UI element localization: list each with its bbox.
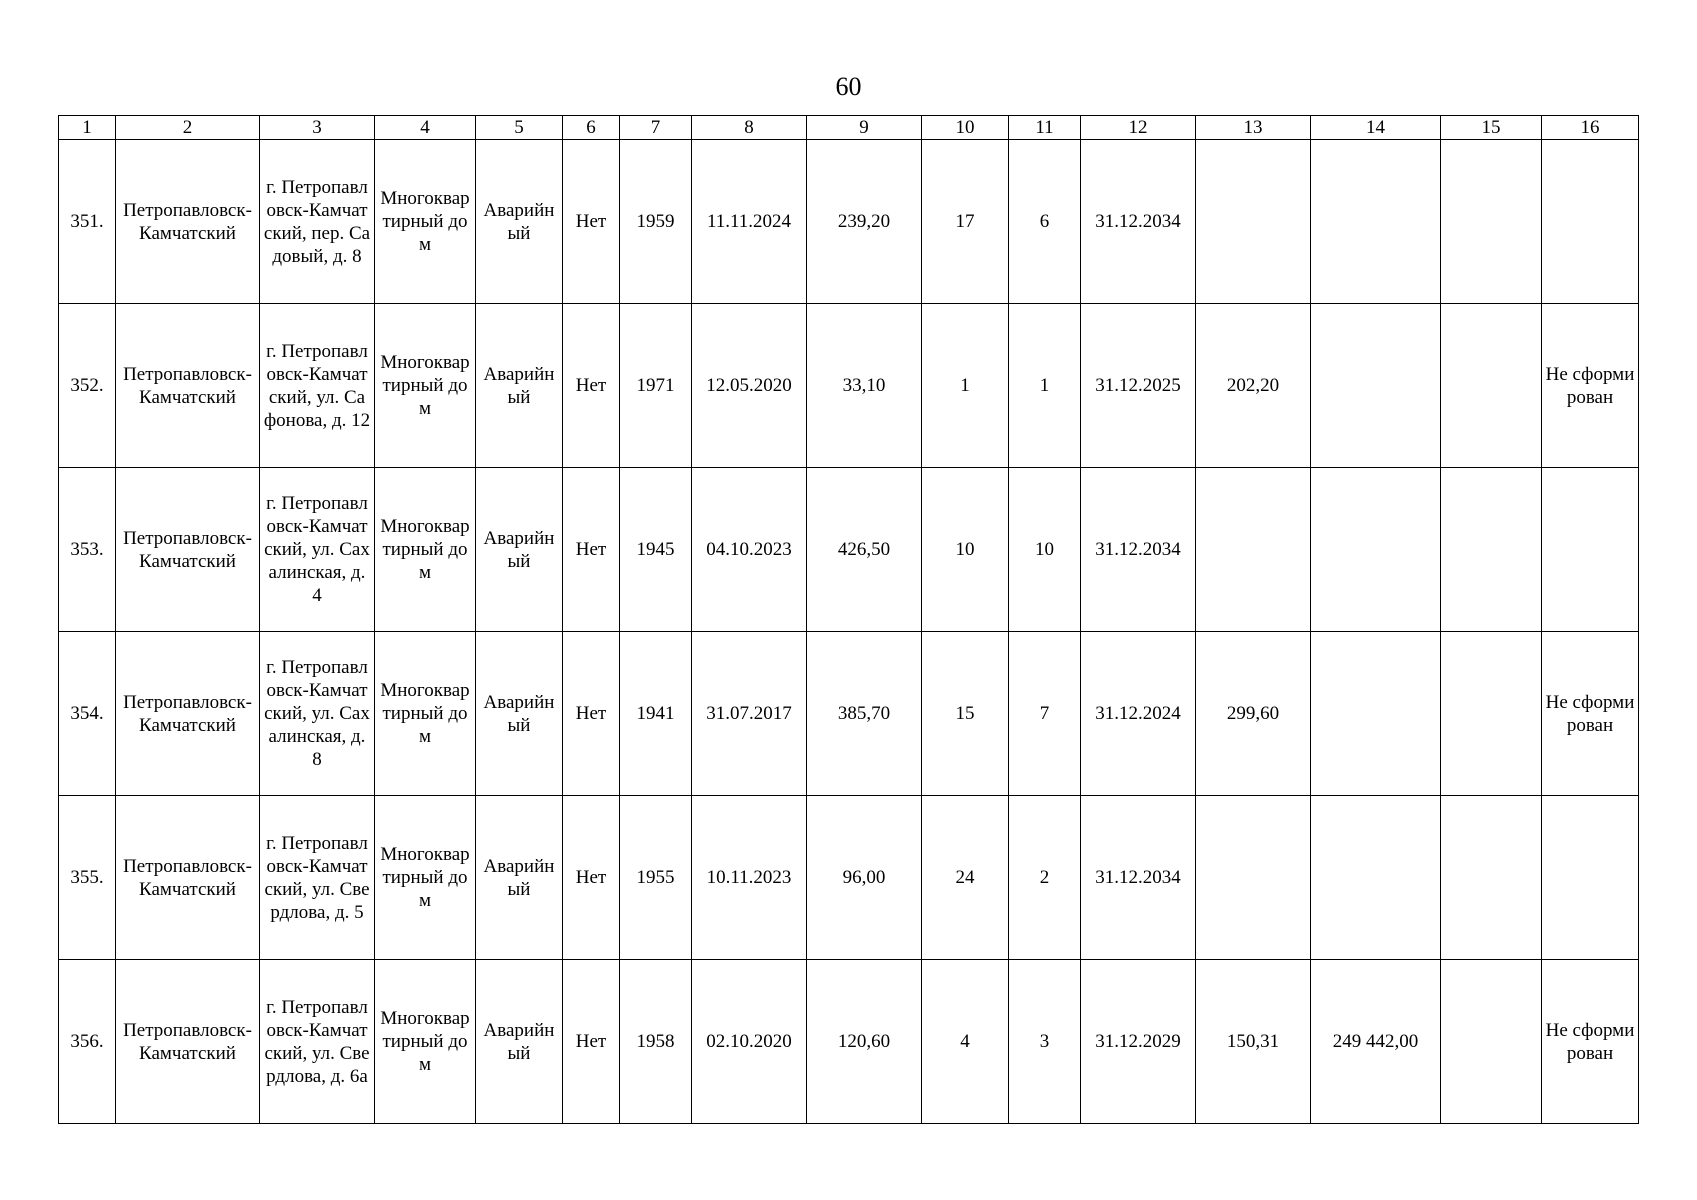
column-number: 5 <box>476 116 563 140</box>
area-cell: 426,50 <box>807 468 922 632</box>
row-number: 351. <box>59 140 116 304</box>
table-cell <box>1542 468 1639 632</box>
table-row <box>59 468 1639 632</box>
date-cell: 31.12.2025 <box>1081 304 1196 468</box>
table-cell: 17 <box>922 140 1009 304</box>
column-number: 7 <box>620 116 692 140</box>
date-cell: 31.12.2024 <box>1081 632 1196 796</box>
table-cell: Не сформирован <box>1542 960 1639 1124</box>
table-cell: 2 <box>1009 796 1081 960</box>
status-cell: Аварийный <box>476 960 563 1124</box>
table-cell <box>1441 140 1542 304</box>
building-type-cell: Многоквартирный дом <box>375 632 476 796</box>
building-type-cell: Многоквартирный дом <box>375 960 476 1124</box>
table-cell: Нет <box>563 468 620 632</box>
municipality-cell: Петропавловск-Камчатский <box>116 468 260 632</box>
building-type-cell: Многоквартирный дом <box>375 796 476 960</box>
row-number: 355. <box>59 796 116 960</box>
table-cell <box>1441 796 1542 960</box>
table-cell: 249 442,00 <box>1311 960 1441 1124</box>
area-cell: 96,00 <box>807 796 922 960</box>
municipality-cell: Петропавловск-Камчатский <box>116 632 260 796</box>
table-cell <box>1441 304 1542 468</box>
table-row <box>59 632 1639 796</box>
column-number: 4 <box>375 116 476 140</box>
column-number: 12 <box>1081 116 1196 140</box>
date-cell: 31.12.2029 <box>1081 960 1196 1124</box>
area-cell: 33,10 <box>807 304 922 468</box>
table-row <box>59 960 1639 1124</box>
area-cell: 385,70 <box>807 632 922 796</box>
table-cell: 3 <box>1009 960 1081 1124</box>
address-cell: г. Петропавловск-Камчатский, ул. Сафонова, д. 12 <box>260 304 375 468</box>
table-cell <box>1441 468 1542 632</box>
table-cell: 299,60 <box>1196 632 1311 796</box>
date-cell: 10.11.2023 <box>692 796 807 960</box>
year-cell: 1971 <box>620 304 692 468</box>
address-cell: г. Петропавловск-Камчатский, пер. Садовый, д. 8 <box>260 140 375 304</box>
year-cell: 1945 <box>620 468 692 632</box>
date-cell: 31.07.2017 <box>692 632 807 796</box>
status-cell: Аварийный <box>476 796 563 960</box>
column-number: 6 <box>563 116 620 140</box>
column-number: 11 <box>1009 116 1081 140</box>
table-cell <box>1196 796 1311 960</box>
year-cell: 1941 <box>620 632 692 796</box>
table-row <box>59 796 1639 960</box>
table-cell <box>1441 960 1542 1124</box>
table-cell <box>1311 632 1441 796</box>
status-cell: Аварийный <box>476 304 563 468</box>
table-cell: Нет <box>563 632 620 796</box>
date-cell: 02.10.2020 <box>692 960 807 1124</box>
table-cell <box>1311 468 1441 632</box>
municipality-cell: Петропавловск-Камчатский <box>116 140 260 304</box>
year-cell: 1955 <box>620 796 692 960</box>
address-cell: г. Петропавловск-Камчатский, ул. Свердлова, д. 5 <box>260 796 375 960</box>
municipality-cell: Петропавловск-Камчатский <box>116 796 260 960</box>
table-cell <box>1311 796 1441 960</box>
table-cell <box>1196 468 1311 632</box>
date-cell: 11.11.2024 <box>692 140 807 304</box>
table-cell: 10 <box>922 468 1009 632</box>
table-row <box>59 140 1639 304</box>
table-cell: Не сформирован <box>1542 632 1639 796</box>
table-cell: 6 <box>1009 140 1081 304</box>
date-cell: 12.05.2020 <box>692 304 807 468</box>
column-number: 10 <box>922 116 1009 140</box>
status-cell: Аварийный <box>476 140 563 304</box>
table-cell: Нет <box>563 796 620 960</box>
table-cell: 4 <box>922 960 1009 1124</box>
municipality-cell: Петропавловск-Камчатский <box>116 304 260 468</box>
column-number: 8 <box>692 116 807 140</box>
date-cell: 04.10.2023 <box>692 468 807 632</box>
column-number: 9 <box>807 116 922 140</box>
year-cell: 1959 <box>620 140 692 304</box>
building-type-cell: Многоквартирный дом <box>375 304 476 468</box>
municipality-cell: Петропавловск-Камчатский <box>116 960 260 1124</box>
year-cell: 1958 <box>620 960 692 1124</box>
table-cell: Не сформирован <box>1542 304 1639 468</box>
row-number: 354. <box>59 632 116 796</box>
date-cell: 31.12.2034 <box>1081 796 1196 960</box>
table-cell: 1 <box>1009 304 1081 468</box>
table-cell: Нет <box>563 140 620 304</box>
date-cell: 31.12.2034 <box>1081 140 1196 304</box>
row-number: 352. <box>59 304 116 468</box>
area-cell: 239,20 <box>807 140 922 304</box>
table-cell <box>1542 140 1639 304</box>
table-cell <box>1196 140 1311 304</box>
table-cell: 24 <box>922 796 1009 960</box>
column-number: 16 <box>1542 116 1639 140</box>
column-number: 2 <box>116 116 260 140</box>
column-number: 13 <box>1196 116 1311 140</box>
status-cell: Аварийный <box>476 632 563 796</box>
column-number: 1 <box>59 116 116 140</box>
row-number: 356. <box>59 960 116 1124</box>
table-cell: Нет <box>563 960 620 1124</box>
column-number: 15 <box>1441 116 1542 140</box>
table-cell: 10 <box>1009 468 1081 632</box>
table-row <box>59 304 1639 468</box>
area-cell: 120,60 <box>807 960 922 1124</box>
table-cell: 202,20 <box>1196 304 1311 468</box>
row-number: 353. <box>59 468 116 632</box>
address-cell: г. Петропавловск-Камчатский, ул. Сахалинская, д. 8 <box>260 632 375 796</box>
table-cell <box>1441 632 1542 796</box>
building-type-cell: Многоквартирный дом <box>375 468 476 632</box>
column-number: 14 <box>1311 116 1441 140</box>
table-cell: Нет <box>563 304 620 468</box>
address-cell: г. Петропавловск-Камчатский, ул. Свердлова, д. 6а <box>260 960 375 1124</box>
status-cell: Аварийный <box>476 468 563 632</box>
date-cell: 31.12.2034 <box>1081 468 1196 632</box>
column-number-row <box>59 116 1639 140</box>
table-cell <box>1311 140 1441 304</box>
column-number: 3 <box>260 116 375 140</box>
table-cell: 150,31 <box>1196 960 1311 1124</box>
housing-registry-table <box>58 115 1639 1124</box>
address-cell: г. Петропавловск-Камчатский, ул. Сахалинская, д. 4 <box>260 468 375 632</box>
table-cell: 7 <box>1009 632 1081 796</box>
table-cell <box>1311 304 1441 468</box>
table-cell: 15 <box>922 632 1009 796</box>
table-cell: 1 <box>922 304 1009 468</box>
page-number: 60 <box>835 72 862 101</box>
table-cell <box>1542 796 1639 960</box>
building-type-cell: Многоквартирный дом <box>375 140 476 304</box>
